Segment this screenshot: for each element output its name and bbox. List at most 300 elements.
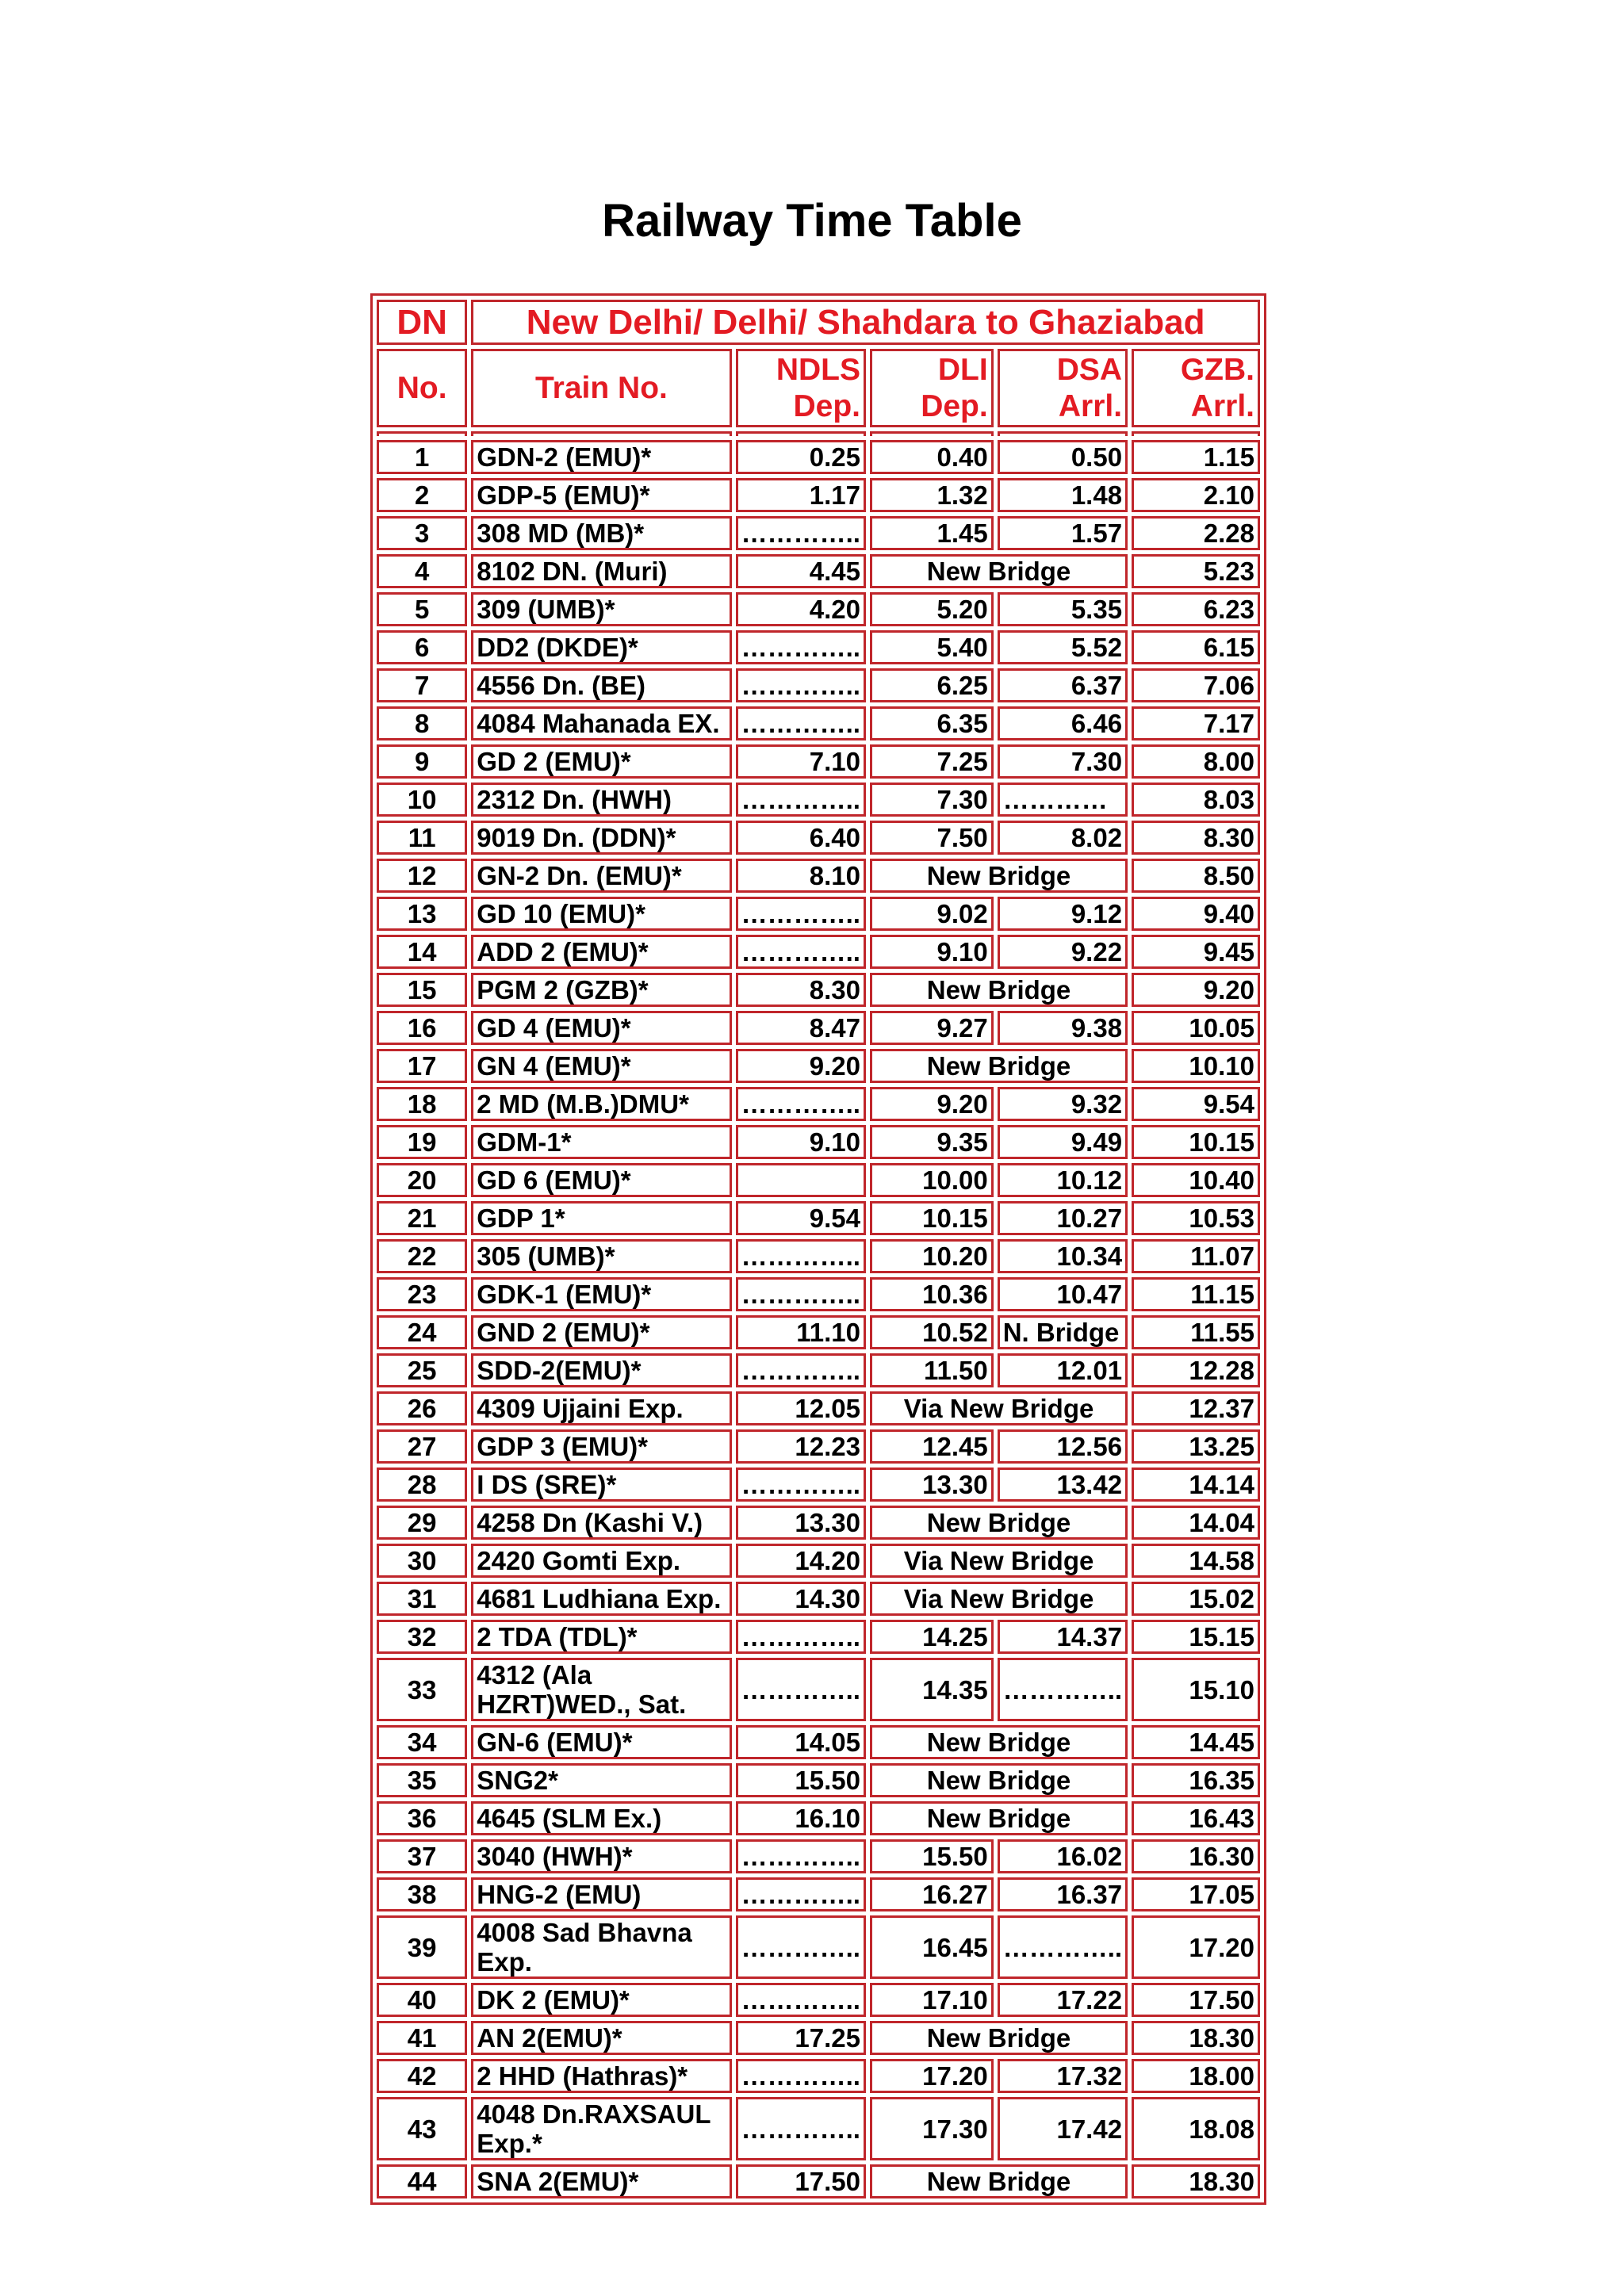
ndls-departure: 17.50 [736,2164,866,2198]
dsa-arrival: 9.32 [998,1087,1128,1121]
row-number: 10 [377,783,467,817]
ndls-departure: 4.20 [736,592,866,626]
train-name: 305 (UMB)* [471,1239,731,1273]
gzb-arrival: 18.08 [1132,2097,1260,2160]
dli-departure: 10.00 [870,1163,994,1197]
train-name: DK 2 (EMU)* [471,1983,731,2017]
gzb-arrival: 10.15 [1132,1125,1260,1159]
train-name: 4048 Dn.RAXSAUL Exp.* [471,2097,731,2160]
via-note: New Bridge [870,859,1128,893]
row-number: 21 [377,1201,467,1235]
row-number: 8 [377,706,467,740]
table-row [377,1391,1260,1425]
ndls-departure: ………….. [736,1620,866,1654]
ndls-departure: ………….. [736,706,866,740]
table-row [377,478,1260,512]
train-name: GN 4 (EMU)* [471,1049,731,1083]
dsa-arrival: 5.52 [998,630,1128,664]
dsa-arrival: 9.22 [998,935,1128,969]
row-number: 41 [377,2021,467,2055]
row-number: 13 [377,897,467,931]
ndls-departure: 1.17 [736,478,866,512]
train-name: 308 MD (MB)* [471,516,731,550]
gzb-arrival: 16.43 [1132,1801,1260,1835]
row-number: 11 [377,821,467,855]
table-row [377,1353,1260,1387]
table-row [377,2059,1260,2093]
dli-departure: 10.20 [870,1239,994,1273]
gzb-arrival: 11.55 [1132,1315,1260,1349]
gzb-arrival: 8.30 [1132,821,1260,855]
table-row [377,592,1260,626]
train-name: SDD-2(EMU)* [471,1353,731,1387]
via-note: New Bridge [870,1763,1128,1797]
ndls-departure: 14.20 [736,1544,866,1578]
row-number: 37 [377,1839,467,1873]
table-row [377,1658,1260,1721]
ndls-departure: 9.54 [736,1201,866,1235]
gzb-arrival: 10.53 [1132,1201,1260,1235]
row-number: 24 [377,1315,467,1349]
gzb-arrival: 17.50 [1132,1983,1260,2017]
dsa-arrival: 16.02 [998,1839,1128,1873]
row-number: 12 [377,859,467,893]
train-name: 2 HHD (Hathras)* [471,2059,731,2093]
via-note: Via New Bridge [870,1582,1128,1616]
train-name: SNA 2(EMU)* [471,2164,731,2198]
ndls-departure: ………….. [736,668,866,702]
train-name: AN 2(EMU)* [471,2021,731,2055]
dli-departure: 17.30 [870,2097,994,2160]
train-name: GDP 3 (EMU)* [471,1429,731,1464]
row-number: 9 [377,744,467,779]
dsa-arrival: ………….. [998,1658,1128,1721]
dsa-arrival: 13.42 [998,1468,1128,1502]
dsa-arrival: 9.38 [998,1011,1128,1045]
train-name: 9019 Dn. (DDN)* [471,821,731,855]
gzb-arrival: 1.15 [1132,440,1260,474]
ndls-departure [736,1163,866,1197]
gzb-arrival: 8.03 [1132,783,1260,817]
gzb-arrival: 6.23 [1132,592,1260,626]
dli-departure: 7.30 [870,783,994,817]
row-number: 26 [377,1391,467,1425]
dli-departure: 13.30 [870,1468,994,1502]
table-row [377,1201,1260,1235]
row-number: 44 [377,2164,467,2198]
ndls-departure: 6.40 [736,821,866,855]
dsa-arrival: 0.50 [998,440,1128,474]
dli-departure: 1.45 [870,516,994,550]
gzb-arrival: 17.20 [1132,1915,1260,1979]
table-row [377,2097,1260,2160]
gzb-arrival: 15.10 [1132,1658,1260,1721]
gzb-arrival: 2.28 [1132,516,1260,550]
dsa-arrival: 10.27 [998,1201,1128,1235]
table-row [377,1163,1260,1197]
via-note: New Bridge [870,554,1128,588]
ndls-departure: 11.10 [736,1315,866,1349]
train-name: 4309 Ujjaini Exp. [471,1391,731,1425]
row-number: 38 [377,1877,467,1911]
dli-departure: 6.35 [870,706,994,740]
table-row [377,554,1260,588]
row-number: 19 [377,1125,467,1159]
col-header-train: Train No. [471,349,731,427]
col-header-dsa-line1: DSA [1056,352,1123,387]
dli-departure: 16.45 [870,1915,994,1979]
train-name: 4645 (SLM Ex.) [471,1801,731,1835]
row-number: 14 [377,935,467,969]
table-row [377,1582,1260,1616]
dsa-arrival: 12.01 [998,1353,1128,1387]
train-name: GDP 1* [471,1201,731,1235]
row-number: 5 [377,592,467,626]
gzb-arrival: 14.45 [1132,1725,1260,1759]
train-name: 309 (UMB)* [471,592,731,626]
header-spacer-row [377,431,1260,436]
table-row [377,1315,1260,1349]
ndls-departure: ………….. [736,1468,866,1502]
gzb-arrival: 9.45 [1132,935,1260,969]
row-number: 33 [377,1658,467,1721]
gzb-arrival: 10.40 [1132,1163,1260,1197]
col-header-gzb-line1: GZB. [1180,352,1254,387]
gzb-arrival: 7.06 [1132,668,1260,702]
via-note: Via New Bridge [870,1391,1128,1425]
col-header-ndls [736,349,866,427]
table-row [377,516,1260,550]
dli-departure: 1.32 [870,478,994,512]
table-row [377,1725,1260,1759]
dsa-arrival: 17.22 [998,1983,1128,2017]
via-note: New Bridge [870,2164,1128,2198]
gzb-arrival: 16.35 [1132,1763,1260,1797]
train-name: 4008 Sad Bhavna Exp. [471,1915,731,1979]
row-number: 6 [377,630,467,664]
dsa-arrival: ………….. [998,1915,1128,1979]
gzb-arrival: 12.28 [1132,1353,1260,1387]
row-number: 31 [377,1582,467,1616]
col-header-ndls-line1: NDLS [776,352,860,387]
dli-departure: 9.10 [870,935,994,969]
ndls-departure: 12.05 [736,1391,866,1425]
dli-departure: 0.40 [870,440,994,474]
gzb-arrival: 5.23 [1132,554,1260,588]
gzb-arrival: 10.10 [1132,1049,1260,1083]
col-header-dli-line1: DLI [937,352,988,387]
ndls-departure: ………….. [736,1877,866,1911]
train-name: GD 10 (EMU)* [471,897,731,931]
dli-departure: 5.20 [870,592,994,626]
gzb-arrival: 10.05 [1132,1011,1260,1045]
gzb-arrival: 9.54 [1132,1087,1260,1121]
table-row [377,1468,1260,1502]
ndls-departure: ………….. [736,1239,866,1273]
gzb-arrival: 8.00 [1132,744,1260,779]
dsa-arrival: 10.47 [998,1277,1128,1311]
table-row [377,1983,1260,2017]
col-header-dli [870,349,994,427]
row-number: 32 [377,1620,467,1654]
ndls-departure: 15.50 [736,1763,866,1797]
dsa-arrival: 17.32 [998,2059,1128,2093]
ndls-departure: ………….. [736,783,866,817]
ndls-departure: 14.30 [736,1582,866,1616]
col-header-dli-line2: Dep. [921,388,988,423]
table-row [377,1915,1260,1979]
row-number: 20 [377,1163,467,1197]
row-number: 42 [377,2059,467,2093]
dli-departure: 15.50 [870,1839,994,1873]
train-name: 4681 Ludhiana Exp. [471,1582,731,1616]
dli-departure: 9.02 [870,897,994,931]
row-number: 36 [377,1801,467,1835]
dli-departure: 16.27 [870,1877,994,1911]
dli-departure: 12.45 [870,1429,994,1464]
via-note: New Bridge [870,1725,1128,1759]
gzb-arrival: 9.40 [1132,897,1260,931]
table-row [377,1801,1260,1835]
train-name: 2312 Dn. (HWH) [471,783,731,817]
train-name: GDP-5 (EMU)* [471,478,731,512]
gzb-arrival: 14.58 [1132,1544,1260,1578]
dli-departure: 9.27 [870,1011,994,1045]
dsa-arrival: ………… [998,783,1128,817]
dli-departure: 14.35 [870,1658,994,1721]
row-number: 4 [377,554,467,588]
table-row [377,1239,1260,1273]
dsa-arrival: N. Bridge [998,1315,1128,1349]
dsa-arrival: 1.48 [998,478,1128,512]
dsa-arrival: 9.12 [998,897,1128,931]
table-row [377,2021,1260,2055]
table-row [377,1087,1260,1121]
ndls-departure: 13.30 [736,1506,866,1540]
row-number: 17 [377,1049,467,1083]
dli-departure: 7.50 [870,821,994,855]
ndls-departure: ………….. [736,935,866,969]
table-row [377,2164,1260,2198]
via-note: New Bridge [870,1049,1128,1083]
ndls-departure: 8.30 [736,973,866,1007]
gzb-arrival: 14.14 [1132,1468,1260,1502]
via-note: New Bridge [870,2021,1128,2055]
train-name: GN-2 Dn. (EMU)* [471,859,731,893]
ndls-departure: ………….. [736,1658,866,1721]
train-name: GD 6 (EMU)* [471,1163,731,1197]
ndls-departure: ………….. [736,897,866,931]
table-row [377,706,1260,740]
train-name: ADD 2 (EMU)* [471,935,731,969]
row-number: 34 [377,1725,467,1759]
ndls-departure: 12.23 [736,1429,866,1464]
col-header-dsa-line2: Arrl. [1058,388,1123,423]
row-number: 23 [377,1277,467,1311]
route-header-row [377,300,1260,345]
table-row [377,783,1260,817]
ndls-departure: 8.47 [736,1011,866,1045]
ndls-departure: ………….. [736,1983,866,2017]
via-note: Via New Bridge [870,1544,1128,1578]
gzb-arrival: 12.37 [1132,1391,1260,1425]
ndls-departure: 17.25 [736,2021,866,2055]
col-header-no: No. [377,349,467,427]
dli-departure: 6.25 [870,668,994,702]
gzb-arrival: 13.25 [1132,1429,1260,1464]
dli-departure: 17.10 [870,1983,994,2017]
gzb-arrival: 15.15 [1132,1620,1260,1654]
row-number: 3 [377,516,467,550]
row-number: 27 [377,1429,467,1464]
dli-departure: 10.52 [870,1315,994,1349]
ndls-departure: 9.20 [736,1049,866,1083]
train-name: 8102 DN. (Muri) [471,554,731,588]
ndls-departure: ………….. [736,630,866,664]
gzb-arrival: 18.00 [1132,2059,1260,2093]
dsa-arrival: 9.49 [998,1125,1128,1159]
train-name: GN-6 (EMU)* [471,1725,731,1759]
dsa-arrival: 6.37 [998,668,1128,702]
train-name: 3040 (HWH)* [471,1839,731,1873]
gzb-arrival: 7.17 [1132,706,1260,740]
dsa-arrival: 10.12 [998,1163,1128,1197]
table-row [377,1429,1260,1464]
dsa-arrival: 8.02 [998,821,1128,855]
dsa-arrival: 10.34 [998,1239,1128,1273]
table-row [377,1544,1260,1578]
gzb-arrival: 15.02 [1132,1582,1260,1616]
dsa-arrival: 7.30 [998,744,1128,779]
train-name: 2 MD (M.B.)DMU* [471,1087,731,1121]
table-row [377,1125,1260,1159]
via-note: New Bridge [870,1801,1128,1835]
table-row [377,1763,1260,1797]
table-row [377,744,1260,779]
route-title: New Delhi/ Delhi/ Shahdara to Ghaziabad [471,300,1260,345]
ndls-departure: ………….. [736,1353,866,1387]
row-number: 43 [377,2097,467,2160]
ndls-departure: ………….. [736,1087,866,1121]
train-name: HNG-2 (EMU) [471,1877,731,1911]
train-name: 2 TDA (TDL)* [471,1620,731,1654]
dli-departure: 9.35 [870,1125,994,1159]
ndls-departure: ………….. [736,1277,866,1311]
table-row [377,1877,1260,1911]
row-number: 39 [377,1915,467,1979]
table-row [377,1506,1260,1540]
dli-departure: 17.20 [870,2059,994,2093]
table-row [377,821,1260,855]
row-number: 15 [377,973,467,1007]
train-name: 4258 Dn (Kashi V.) [471,1506,731,1540]
ndls-departure: ………….. [736,1915,866,1979]
dn-label: DN [377,300,467,345]
ndls-departure: 14.05 [736,1725,866,1759]
table-row [377,1277,1260,1311]
table-row [377,1049,1260,1083]
table-row [377,897,1260,931]
table-row [377,935,1260,969]
gzb-arrival: 16.30 [1132,1839,1260,1873]
dli-departure: 10.36 [870,1277,994,1311]
dli-departure: 5.40 [870,630,994,664]
dli-departure: 14.25 [870,1620,994,1654]
row-number: 7 [377,668,467,702]
row-number: 16 [377,1011,467,1045]
ndls-departure: ………….. [736,1839,866,1873]
row-number: 2 [377,478,467,512]
train-name: 4084 Mahanada EX. [471,706,731,740]
row-number: 1 [377,440,467,474]
gzb-arrival: 14.04 [1132,1506,1260,1540]
dli-departure: 11.50 [870,1353,994,1387]
ndls-departure: 8.10 [736,859,866,893]
train-name: 4312 (Ala HZRT)WED., Sat. [471,1658,731,1721]
row-number: 29 [377,1506,467,1540]
row-number: 35 [377,1763,467,1797]
dsa-arrival: 5.35 [998,592,1128,626]
gzb-arrival: 11.07 [1132,1239,1260,1273]
train-name: PGM 2 (GZB)* [471,973,731,1007]
ndls-departure: 9.10 [736,1125,866,1159]
train-name: 2420 Gomti Exp. [471,1544,731,1578]
ndls-departure: ………….. [736,516,866,550]
table-row [377,973,1260,1007]
dsa-arrival: 1.57 [998,516,1128,550]
dli-departure: 10.15 [870,1201,994,1235]
table-row [377,668,1260,702]
table-row [377,440,1260,474]
col-header-ndls-line2: Dep. [793,388,860,423]
train-name: GD 4 (EMU)* [471,1011,731,1045]
dsa-arrival: 17.42 [998,2097,1128,2160]
ndls-departure: 0.25 [736,440,866,474]
via-note: New Bridge [870,973,1128,1007]
table-row [377,1620,1260,1654]
table-row [377,1839,1260,1873]
timetable [370,293,1266,2205]
dsa-arrival: 12.56 [998,1429,1128,1464]
ndls-departure: 7.10 [736,744,866,779]
page-title: Railway Time Table [602,195,1022,247]
gzb-arrival: 9.20 [1132,973,1260,1007]
col-header-dsa [998,349,1128,427]
column-header-row [377,349,1260,427]
row-number: 28 [377,1468,467,1502]
table-row [377,1011,1260,1045]
row-number: 25 [377,1353,467,1387]
gzb-arrival: 8.50 [1132,859,1260,893]
ndls-departure: 16.10 [736,1801,866,1835]
ndls-departure: ………….. [736,2059,866,2093]
train-name: GDM-1* [471,1125,731,1159]
dli-departure: 9.20 [870,1087,994,1121]
col-header-gzb-line2: Arrl. [1190,388,1254,423]
train-name: GDN-2 (EMU)* [471,440,731,474]
train-name: DD2 (DKDE)* [471,630,731,664]
train-name: GD 2 (EMU)* [471,744,731,779]
gzb-arrival: 17.05 [1132,1877,1260,1911]
train-name: I DS (SRE)* [471,1468,731,1502]
train-name: SNG2* [471,1763,731,1797]
dli-departure: 7.25 [870,744,994,779]
dsa-arrival: 16.37 [998,1877,1128,1911]
gzb-arrival: 18.30 [1132,2164,1260,2198]
train-name: 4556 Dn. (BE) [471,668,731,702]
gzb-arrival: 6.15 [1132,630,1260,664]
gzb-arrival: 2.10 [1132,478,1260,512]
